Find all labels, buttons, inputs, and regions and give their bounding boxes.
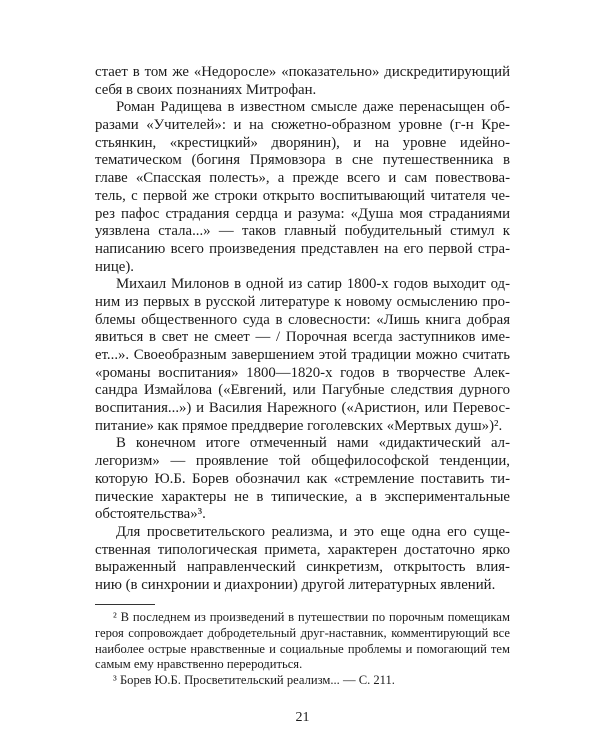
footnote-line: самым ему нравственно переродиться.: [95, 657, 303, 672]
footnote-line: [95, 673, 510, 689]
text-line: питание» как прямое преддверие гоголевских «Мертвых душ»)².: [95, 417, 503, 434]
text-line: стьянкин, «крестицкий» дворянин), и на уровне идейно-: [95, 134, 510, 151]
text-line: Роман Радищева в известном смысле даже перенасыщен об-: [116, 99, 510, 116]
text-line: Михаил Милонов в одной из сатир 1800-х годов выходит од-: [116, 276, 510, 293]
text-line: уязвлена стала...» — таков главный побудительный стимул к: [95, 223, 510, 240]
text-line: рез пафос страдания сердца и разума: «Душа моя страданиями: [95, 205, 510, 222]
text-line: «романы воспитания» 1800—1820-х годов в творчестве Алек-: [95, 364, 510, 381]
footnotes: [95, 610, 510, 689]
paragraph: [95, 64, 510, 99]
text-line: тель, с первой же строки открыто воспитывающий читателя че-: [95, 187, 510, 204]
footnote-line: героя сопровождает добродетельный друг-наставник, комментирующий все: [95, 625, 510, 640]
paragraph: [95, 524, 510, 595]
text-line: обстоятельства»³.: [95, 506, 206, 523]
text-line: сандра Измайлова («Евгений, или Пагубные следствия дурного: [95, 382, 510, 399]
main-text: [95, 64, 510, 595]
footnote-text: Борев Ю.Б. Просветительский реализм... — С. 211.: [119, 673, 395, 688]
text-line: нию (в синхронии и диахронии) другой литературных явлений.: [95, 576, 496, 593]
text-line: тематическом (богиня Прямовзора в сне путешественника в: [95, 152, 510, 169]
text-line: написанию всего произведения представлен на его первой стра-: [95, 240, 510, 257]
text-line: пические характеры не в типические, а в экспериментальные: [95, 488, 510, 505]
text-line: выраженный направленческий синкретизм, открытость влия-: [95, 559, 510, 576]
text-line: стает в том же «Недоросле» «показательно» дискредитирующий: [95, 64, 510, 80]
text-line: воспитания...») и Василия Нарежного («Аристион, или Перевос-: [95, 400, 510, 417]
paragraph: [95, 435, 510, 523]
text-line: себя в своих познаниях Митрофан.: [95, 81, 317, 98]
page-number: 21: [295, 710, 310, 725]
text-line: ним из первых в русской литературе к новому осмыслению про-: [95, 293, 510, 310]
footnote-text: В последнем из произведений в путешествии по порочным помещикам: [120, 610, 510, 624]
footnote-line: наиболее острые нравственные и социальные проблемы и помогающий тем: [95, 641, 510, 656]
text-line: главе «Спасская полесть», а прежде всего и сам повествова-: [95, 170, 510, 187]
footnote-marker: ²: [113, 610, 117, 624]
footnote: [95, 610, 510, 673]
text-line: которую Ю.Б. Борев обозначил как «стремление поставить ти-: [95, 470, 510, 487]
paragraph: [95, 276, 510, 435]
text-line: блемы общественного суда в словесности: «Лишь книга добрая: [95, 311, 510, 328]
text-line: ет...». Своеобразным завершением этой традиции можно считать: [95, 347, 510, 363]
text-line: Для просветительского реализма, и это еще одна его суще-: [116, 523, 510, 540]
footnote-marker: ³: [113, 673, 117, 688]
paragraph: [95, 99, 510, 276]
text-line: явиться в свет не смеет — / Порочная всегда заступников име-: [95, 329, 510, 346]
footnote-line: [95, 610, 510, 626]
text-line: разами «Учителей»: и на сюжетно-образном уровне (г-н Кре-: [95, 117, 510, 134]
text-line: ственная типологическая примета, характерен достаточно ярко: [95, 541, 510, 558]
footnote-separator: [95, 604, 155, 605]
footnote: [95, 673, 510, 689]
text-line: легоризм» — проявление той общефилософской тенденции,: [95, 453, 510, 470]
text-line: В конечном итоге отмеченный нами «дидактический ал-: [116, 435, 510, 452]
text-line: нице).: [95, 258, 134, 275]
